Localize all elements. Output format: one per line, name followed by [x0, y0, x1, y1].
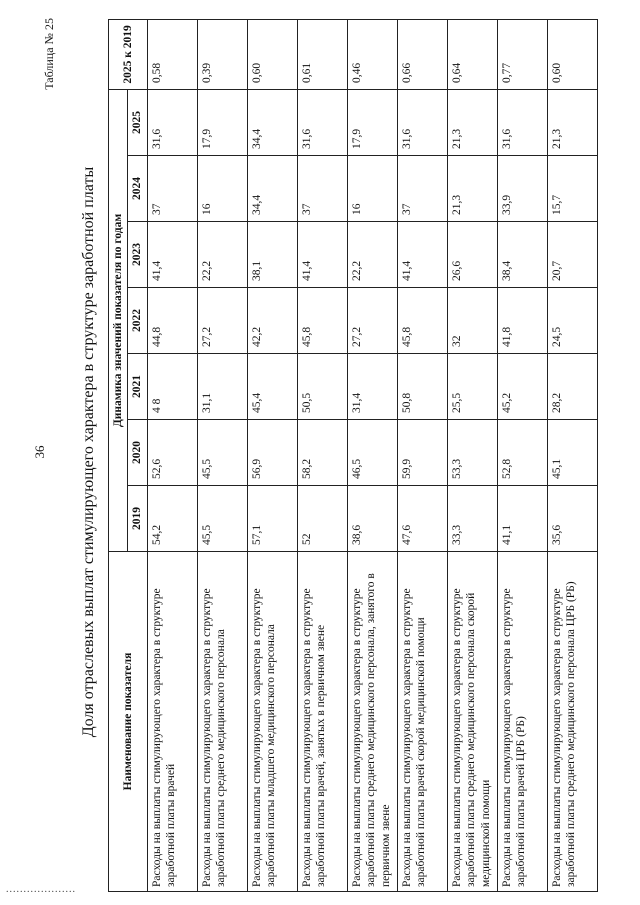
- indicator-name: Расходы на выплаты стимулирующего характера в структуре заработной платы врачей скорой медицинской помощи: [397, 552, 447, 892]
- page-number: 36: [32, 445, 47, 459]
- year-value: 16: [347, 156, 397, 222]
- year-value: 31,6: [297, 89, 347, 155]
- indicator-name: Расходы на выплаты стимулирующего характера в структуре заработной платы врачей: [147, 552, 197, 892]
- header-name: Наименование показателя: [109, 552, 148, 892]
- table-row: [397, 19, 447, 891]
- year-value: 45,8: [397, 288, 447, 354]
- year-value: 37: [397, 156, 447, 222]
- ratio-value: 0,66: [397, 19, 447, 89]
- year-value: 35,6: [547, 486, 597, 552]
- year-value: 52,6: [147, 420, 197, 486]
- indicators-table: [108, 19, 598, 892]
- year-value: 58,2: [297, 420, 347, 486]
- ratio-value: 0,60: [547, 19, 597, 89]
- table-body: [147, 19, 597, 891]
- year-value: 59,9: [397, 420, 447, 486]
- year-value: 21,3: [447, 156, 497, 222]
- year-value: 24,5: [547, 288, 597, 354]
- year-value: 33,9: [497, 156, 547, 222]
- year-value: 20,7: [547, 222, 597, 288]
- table-label: Таблица № 25: [42, 18, 56, 90]
- year-value: 21,3: [547, 89, 597, 155]
- year-value: 41,8: [497, 288, 547, 354]
- year-value: 45,1: [547, 420, 597, 486]
- year-value: 25,5: [447, 354, 497, 420]
- year-value: 53,3: [447, 420, 497, 486]
- year-value: 22,2: [197, 222, 247, 288]
- indicator-name: Расходы на выплаты стимулирующего характера в структуре заработной платы врачей, занятых в первичном звене: [297, 552, 347, 892]
- indicator-name: Расходы на выплаты стимулирующего характера в структуре заработной платы среднего медицинского персонала: [197, 552, 247, 892]
- indicator-name: Расходы на выплаты стимулирующего характера в структуре заработной платы среднего медицинского персонала, занятого в первичном звене: [347, 552, 397, 892]
- year-value: 17,9: [347, 89, 397, 155]
- table-row: [297, 19, 347, 891]
- year-value: 37: [147, 156, 197, 222]
- header-year: 2019: [128, 486, 147, 552]
- table-row: [147, 19, 197, 891]
- table-row: [197, 19, 247, 891]
- ratio-value: 0,60: [247, 19, 297, 89]
- table-row: [447, 19, 497, 891]
- year-value: 46,5: [347, 420, 397, 486]
- table-row: [497, 19, 547, 891]
- year-value: 54,2: [147, 486, 197, 552]
- header-year: 2025: [128, 89, 147, 155]
- header-year: 2021: [128, 354, 147, 420]
- year-value: 56,9: [247, 420, 297, 486]
- year-value: 45,2: [497, 354, 547, 420]
- year-value: 41,4: [397, 222, 447, 288]
- year-value: 38,1: [247, 222, 297, 288]
- year-value: 31,6: [497, 89, 547, 155]
- year-value: 38,4: [497, 222, 547, 288]
- year-value: 26,6: [447, 222, 497, 288]
- year-value: 15,7: [547, 156, 597, 222]
- header-row-1: [109, 19, 128, 891]
- ratio-value: 0,64: [447, 19, 497, 89]
- year-value: 50,5: [297, 354, 347, 420]
- year-value: 45,5: [197, 420, 247, 486]
- year-value: 42,2: [247, 288, 297, 354]
- header-year: 2022: [128, 288, 147, 354]
- year-value: 45,4: [247, 354, 297, 420]
- indicator-name: Расходы на выплаты стимулирующего характера в структуре заработной платы младшего медицинского персонала: [247, 552, 297, 892]
- year-value: 34,4: [247, 89, 297, 155]
- year-value: 50,8: [397, 354, 447, 420]
- year-value: 57,1: [247, 486, 297, 552]
- ratio-value: 0,39: [197, 19, 247, 89]
- table-title: Доля отраслевых выплат стимулирующего характера в структуре заработной платы: [80, 166, 97, 738]
- year-value: 45,8: [297, 288, 347, 354]
- year-value: 31,4: [347, 354, 397, 420]
- year-value: 21,3: [447, 89, 497, 155]
- ratio-value: 0,61: [297, 19, 347, 89]
- year-value: 33,3: [447, 486, 497, 552]
- ratio-value: 0,77: [497, 19, 547, 89]
- year-value: 32: [447, 288, 497, 354]
- table-row: [547, 19, 597, 891]
- year-value: 31,6: [397, 89, 447, 155]
- year-value: 17,9: [197, 89, 247, 155]
- year-value: 4 8: [147, 354, 197, 420]
- year-value: 44,8: [147, 288, 197, 354]
- header-year: 2023: [128, 222, 147, 288]
- year-value: 52,8: [497, 420, 547, 486]
- indicator-name: Расходы на выплаты стимулирующего характера в структуре заработной платы врачей ЦРБ (РБ): [497, 552, 547, 892]
- footer-mark: ....................: [6, 884, 76, 895]
- table-row: [247, 19, 297, 891]
- year-value: 52: [297, 486, 347, 552]
- year-value: 27,2: [197, 288, 247, 354]
- header-dynamics: Динамика значений показателя по годам: [109, 89, 128, 551]
- year-value: 16: [197, 156, 247, 222]
- table-row: [347, 19, 397, 891]
- year-value: 34,4: [247, 156, 297, 222]
- year-value: 47,6: [397, 486, 447, 552]
- year-value: 41,4: [147, 222, 197, 288]
- year-value: 27,2: [347, 288, 397, 354]
- ratio-value: 0,46: [347, 19, 397, 89]
- year-value: 28,2: [547, 354, 597, 420]
- header-ratio: 2025 к 2019: [109, 19, 148, 89]
- ratio-value: 0,58: [147, 19, 197, 89]
- indicator-name: Расходы на выплаты стимулирующего характера в структуре заработной платы среднего медицинского персонала ЦРБ (РБ): [547, 552, 597, 892]
- year-value: 45,5: [197, 486, 247, 552]
- year-value: 22,2: [347, 222, 397, 288]
- header-year: 2020: [128, 420, 147, 486]
- year-value: 31,1: [197, 354, 247, 420]
- year-value: 41,1: [497, 486, 547, 552]
- header-year: 2024: [128, 156, 147, 222]
- year-value: 41,4: [297, 222, 347, 288]
- rotated-table-area: [40, 12, 600, 892]
- year-value: 38,6: [347, 486, 397, 552]
- year-value: 37: [297, 156, 347, 222]
- year-value: 31,6: [147, 89, 197, 155]
- indicator-name: Расходы на выплаты стимулирующего характера в структуре заработной платы среднего медицинского персонала скорой медицинской помощи: [447, 552, 497, 892]
